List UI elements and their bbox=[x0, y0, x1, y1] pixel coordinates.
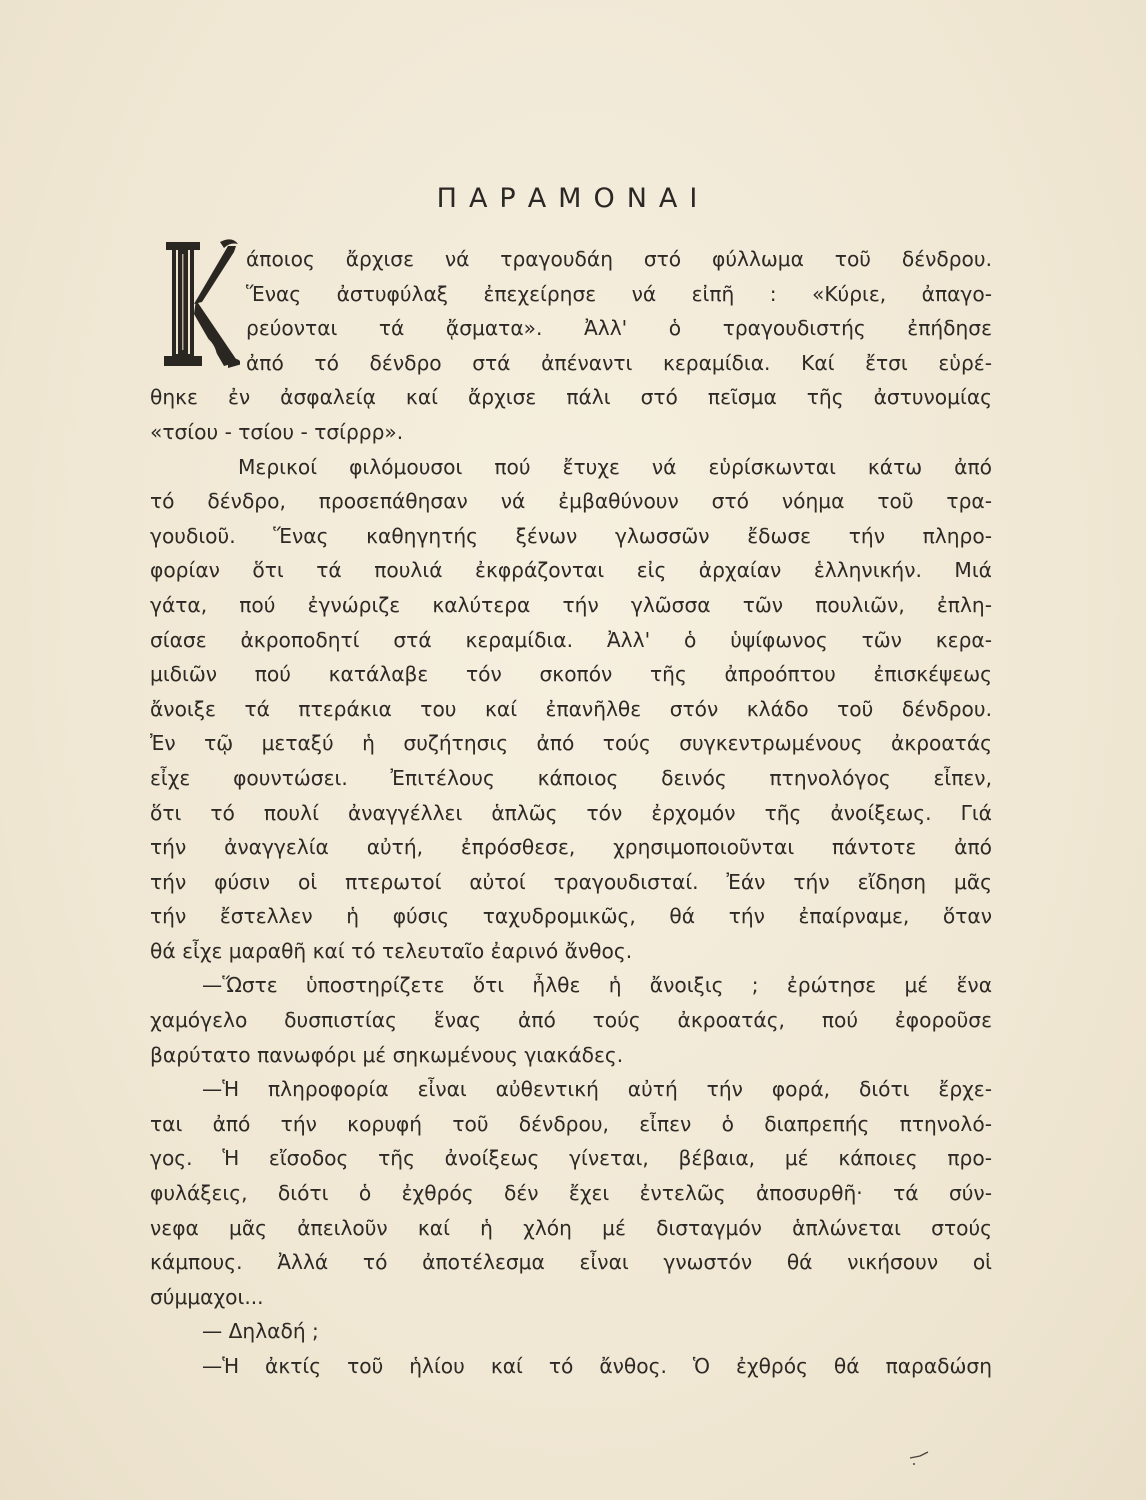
text-line: —Ἡ ἀκτίς τοῦ ἡλίου καί τό ἄνθος. Ὁ ἐχθρός θά παραδώση bbox=[202, 1354, 992, 1378]
text-line: κάμπους. Ἀλλά τό ἀποτέλεσμα εἶναι γνωστόν θά νικήσουν οἱ bbox=[150, 1250, 992, 1275]
text-line: Ἕνας ἀστυφύλαξ ἐπεχείρησε νά εἰπῆ : «Κύριε, ἀπαγο- bbox=[246, 281, 992, 306]
text-line: ἀπό τό δένδρο στά ἀπέναντι κεραμίδια. Καί ἔτσι εὑρέ- bbox=[246, 350, 992, 375]
text-line: γουδιοῦ. Ἕνας καθηγητής ξένων γλωσσῶν ἔδωσε τήν πληρο- bbox=[150, 523, 992, 548]
text-line: —Ὥστε ὑποστηρίζετε ὅτι ἦλθε ἡ ἄνοιξις ; ἐρώτησε μέ ἕνα bbox=[202, 973, 992, 998]
text-line: «τσίου - τσίου - τσίρρρ». bbox=[150, 419, 404, 444]
text-line: ται ἀπό τήν κορυφή τοῦ δένδρου, εἶπεν ὁ διαπρεπής πτηνολό- bbox=[150, 1111, 992, 1136]
text-line: σίασε ἀκροποδητί στά κεραμίδια. Ἀλλ' ὁ ὑψίφωνος τῶν κερα- bbox=[150, 627, 992, 652]
text-line: βαρύτατο πανωφόρι μέ σηκωμένους γιακάδες. bbox=[150, 1042, 624, 1067]
dropcap-letter bbox=[158, 234, 240, 374]
text-line: γος. Ἡ εἴσοδος τῆς ἀνοίξεως γίνεται, βέβαια, μέ κάποιες προ- bbox=[150, 1146, 992, 1171]
text-line: τήν ἔστελλεν ἡ φύσις ταχυδρομικῶς, θά τήν ἐπαίρναμε, ὅταν bbox=[150, 904, 992, 929]
text-line: θηκε ἐν ἀσφαλείᾳ καί ἄρχισε πάλι στό πεῖσμα τῆς ἀστυνομίας bbox=[150, 385, 992, 410]
page-title: ΠΑΡΑΜΟΝΑΙ bbox=[436, 183, 710, 214]
text-line: άποιος ἄρχισε νά τραγουδάη στό φύλλωμα τοῦ δένδρου. bbox=[246, 247, 992, 271]
text-line: νεφα μᾶς ἀπειλοῦν καί ἡ χλόη μέ δισταγμόν ἁπλώνεται στούς bbox=[150, 1215, 992, 1240]
text-line: ρεύονται τά ᾄσματα». Ἀλλ' ὁ τραγουδιστής ἐπήδησε bbox=[246, 316, 992, 341]
text-line: Ἐν τῷ μεταξύ ἡ συζήτησις ἀπό τούς συγκεντρωμένους ἀκροατάς bbox=[150, 731, 992, 756]
text-line: ὅτι τό πουλί ἀναγγέλλει ἁπλῶς τόν ἐρχομόν τῆς ἀνοίξεως. Γιά bbox=[150, 800, 992, 825]
text-line: μιδιῶν πού κατάλαβε τόν σκοπόν τῆς ἀπροόπτου ἐπισκέψεως bbox=[150, 662, 992, 687]
text-line: χαμόγελο δυσπιστίας ἕνας ἀπό τούς ἀκροατάς, πού ἐφοροῦσε bbox=[150, 1008, 992, 1033]
text-line: γάτα, πού ἐγνώριζε καλύτερα τήν γλῶσσα τῶν πουλιῶν, ἐπλη- bbox=[150, 592, 992, 617]
text-line: φορίαν ὅτι τά πουλιά ἐκφράζονται εἰς ἀρχαίαν ἑλληνικήν. Μιά bbox=[150, 558, 992, 583]
text-line: φυλάξεις, διότι ὁ ἐχθρός δέν ἔχει ἐντελῶς ἀποσυρθῆ· τά σύν- bbox=[150, 1181, 992, 1206]
text-line: εἶχε φουντώσει. Ἐπιτέλους κάποιος δεινός πτηνολόγος εἶπεν, bbox=[150, 765, 992, 790]
text-line: —Ἡ πληροφορία εἶναι αὐθεντική αὐτή τήν φορά, διότι ἔρχε- bbox=[202, 1077, 992, 1102]
text-line: τήν φύσιν οἱ πτερωτοί αὐτοί τραγουδισταί. Ἐάν τήν εἴδηση μᾶς bbox=[150, 869, 992, 894]
text-line: θά εἶχε μαραθῆ καί τό τελευταῖο ἐαρινό ἄνθος. bbox=[150, 938, 633, 963]
ink-mark-decoration bbox=[908, 1448, 930, 1468]
text-line: ἄνοιξε τά πτεράκια του καί ἐπανῆλθε στόν κλάδο τοῦ δένδρου. bbox=[150, 696, 992, 721]
text-line: τήν ἀναγγελία αὐτή, ἐπρόσθεσε, χρησιμοποιοῦνται πάντοτε ἀπό bbox=[150, 835, 992, 860]
text-line: Μερικοί φιλόμουσοι πού ἔτυχε νά εὑρίσκωνται κάτω ἀπό bbox=[238, 454, 992, 479]
text-line: — Δηλαδή ; bbox=[202, 1319, 319, 1344]
body-text bbox=[150, 242, 992, 1384]
text-line: σύμμαχοι... bbox=[150, 1284, 264, 1309]
text-line: τό δένδρο, προσεπάθησαν νά ἐμβαθύνουν στό νόημα τοῦ τρα- bbox=[150, 489, 992, 514]
